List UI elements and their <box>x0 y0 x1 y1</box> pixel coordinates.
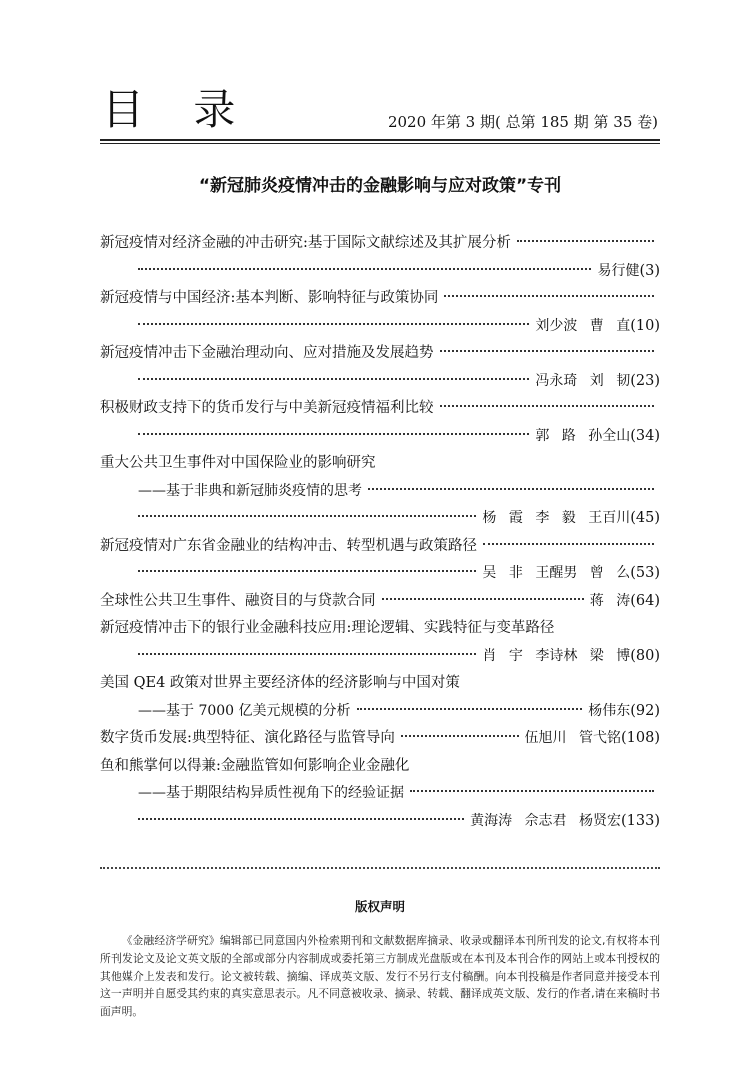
dot-leader <box>410 790 654 792</box>
issue-info: 2020 年第 3 期( 总第 185 期 第 35 卷) <box>387 113 658 131</box>
toc-line-cont <box>100 258 660 286</box>
toc-line-sub <box>100 698 660 726</box>
toc-line-cont <box>100 643 660 671</box>
dot-leader <box>517 240 654 242</box>
toc-entry-title: 新冠疫情冲击下的银行业金融科技应用:理论逻辑、实践特征与变革路径 <box>100 620 555 636</box>
toc-entry[interactable] <box>100 395 660 450</box>
toc-entry[interactable] <box>100 588 660 616</box>
toc-line-cont <box>100 423 660 451</box>
toc-entry-page[interactable]: (80) <box>630 647 660 664</box>
toc-entry-author: 蒋 涛 <box>589 592 631 609</box>
toc-entry-page[interactable]: (3) <box>639 262 660 279</box>
dot-leader <box>138 323 529 325</box>
toc-entry-title: 鱼和熊掌何以得兼:金融监管如何影响企业金融化 <box>100 757 410 774</box>
page-title: 目 录 <box>102 85 254 134</box>
toc-entry[interactable] <box>100 615 660 670</box>
toc-entry-subtitle: ——基于 7000 亿美元规模的分析 <box>138 702 351 719</box>
toc-entry[interactable] <box>100 725 660 753</box>
toc-line-sub <box>100 478 660 506</box>
dot-leader <box>138 268 591 270</box>
toc-line-main <box>100 615 660 643</box>
copyright-statement: 《金融经济学研究》编辑部已同意国内外检索期刊和文献数据库摘录、收录或翻译本刊所刊发的论文,有权将本刊所刊发论文及论文英文版的全部或部分内容制成或委托第三方制成光盘版或在本刊及本刊合作的网站上或本刊授权的其他媒介上发表和发行。论文被转载、摘编、译成英文版、发行不另行支付稿酬。向本刊投稿是作者同意并接受本刊这一声明并自愿受其约束的真实意思表示。凡不同意被收录、摘录、转载、翻译成英文版、发行的作者,请在来稿时书面声明。 <box>100 934 660 1019</box>
toc-entry-author: 杨伟东 <box>588 702 631 719</box>
header-rule-thick <box>100 139 660 141</box>
toc-entry[interactable] <box>100 230 660 285</box>
toc-entry-page[interactable]: (34) <box>630 427 660 444</box>
toc-line-sub <box>100 780 660 808</box>
toc-entry-author: 伍旭川 管弋铭 <box>524 730 621 746</box>
toc-entry-title: 新冠疫情与中国经济:基本判断、影响特征与政策协同 <box>100 290 439 306</box>
dot-leader <box>138 570 476 572</box>
toc-entry-page[interactable]: (45) <box>630 510 660 526</box>
toc-line-main <box>100 230 660 258</box>
toc-entry[interactable] <box>100 533 660 588</box>
toc-entry-title: 新冠疫情对广东省金融业的结构冲击、转型机遇与政策路径 <box>100 537 477 554</box>
dot-leader <box>138 515 476 517</box>
dotted-separator <box>100 867 660 869</box>
toc-entry-author: 黄海涛 佘志君 杨贤宏 <box>470 812 621 829</box>
dot-leader <box>138 653 476 655</box>
toc-entry-title: 美国 QE4 政策对世界主要经济体的经济影响与中国对策 <box>100 675 460 691</box>
dot-leader <box>357 708 583 710</box>
toc-entry[interactable] <box>100 285 660 340</box>
dot-leader <box>138 818 464 820</box>
dot-leader <box>483 543 654 545</box>
toc-line-main <box>100 450 660 478</box>
toc-entry[interactable] <box>100 450 660 533</box>
toc-entry-title: 积极财政支持下的货币发行与中美新冠疫情福利比较 <box>100 400 434 416</box>
dot-leader <box>368 488 654 490</box>
toc-entry[interactable] <box>100 753 660 836</box>
toc-line-cont <box>100 368 660 396</box>
toc-entry-page[interactable]: (23) <box>630 372 660 389</box>
toc-line-main <box>100 753 660 781</box>
toc-entry-author: 易行健 <box>597 262 640 279</box>
toc-entry-page[interactable]: (53) <box>630 565 660 581</box>
toc-entry-page[interactable]: (108) <box>621 730 660 746</box>
toc-line-cont <box>100 560 660 588</box>
copyright-heading: 版权声明 <box>354 899 405 914</box>
toc-entry-subtitle: ——基于非典和新冠肺炎疫情的思考 <box>138 482 362 499</box>
toc-entry-subtitle: ——基于期限结构异质性视角下的经验证据 <box>138 785 404 801</box>
toc-entry-title: 数字货币发展:典型特征、演化路径与监管导向 <box>100 730 395 746</box>
toc-line-cont <box>100 808 660 836</box>
dot-leader <box>440 405 655 407</box>
toc-entry-page[interactable]: (133) <box>621 812 660 829</box>
dot-leader <box>444 295 654 297</box>
toc-entry-author: 刘少波 曹 直 <box>535 317 631 334</box>
toc-entry-author: 吴 非 王醒男 曾 么 <box>482 565 631 581</box>
special-issue-title: “新冠肺炎疫情冲击的金融影响与应对政策”专刊 <box>198 176 562 196</box>
toc-line-main <box>100 395 660 423</box>
toc-line-main <box>100 670 660 698</box>
toc-entry-title: 新冠疫情对经济金融的冲击研究:基于国际文献综述及其扩展分析 <box>100 235 511 251</box>
toc-entry-page[interactable]: (10) <box>630 317 660 334</box>
toc-line-cont <box>100 505 660 533</box>
toc-entry[interactable] <box>100 340 660 395</box>
toc-entry-author: 郭 路 孙全山 <box>535 427 631 444</box>
toc-entry-title: 重大公共卫生事件对中国保险业的影响研究 <box>100 455 376 471</box>
toc-line-main <box>100 533 660 561</box>
dot-leader <box>138 378 529 380</box>
toc-line-cont <box>100 313 660 341</box>
toc-entry-title: 全球性公共卫生事件、融资目的与贷款合同 <box>100 592 376 609</box>
dot-leader <box>382 598 584 600</box>
dot-leader <box>138 433 529 435</box>
toc-entry[interactable] <box>100 670 660 725</box>
toc-entry-author: 杨 霞 李 毅 王百川 <box>482 510 631 526</box>
toc-line-main <box>100 725 660 753</box>
toc-entry-page[interactable]: (92) <box>630 702 660 719</box>
toc-entry-author: 冯永琦 刘 韧 <box>535 372 631 389</box>
header-rule-thin <box>100 143 660 144</box>
dot-leader <box>401 735 519 737</box>
toc-entry-page[interactable]: (64) <box>630 592 660 609</box>
toc-entry-title: 新冠疫情冲击下金融治理动向、应对措施及发展趋势 <box>100 345 434 361</box>
dot-leader <box>440 350 655 352</box>
toc-line-main <box>100 588 660 616</box>
toc-line-main <box>100 340 660 368</box>
toc-entry-author: 肖 宇 李诗林 梁 博 <box>482 647 631 664</box>
toc-line-main <box>100 285 660 313</box>
table-of-contents <box>100 230 660 835</box>
